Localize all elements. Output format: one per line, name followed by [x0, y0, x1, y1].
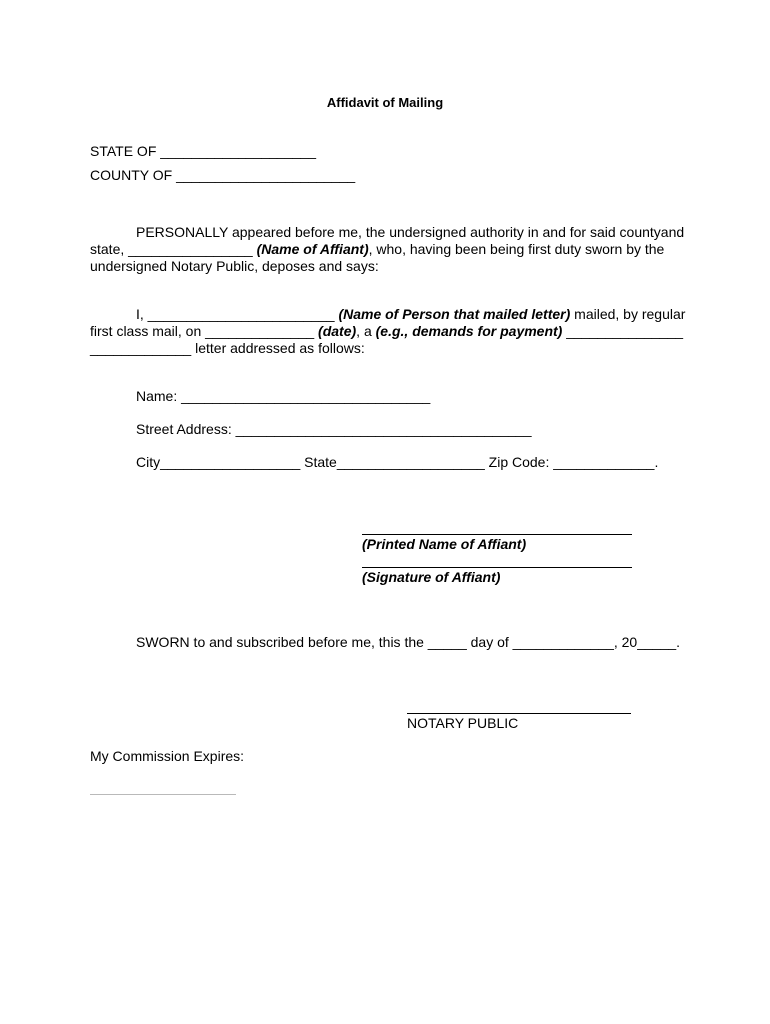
- name-of-mailer-label: (Name of Person that mailed letter): [338, 306, 571, 322]
- state-of-line: STATE OF ____________________: [90, 143, 316, 159]
- county-of-line: COUNTY OF _______________________: [90, 167, 356, 183]
- mailing-line-2-start: first class mail, on ______________: [90, 323, 319, 339]
- notary-signature-line: [407, 713, 631, 714]
- address-street-line: Street Address: ______________________________________: [136, 421, 532, 437]
- printed-name-of-affiant-label: (Printed Name of Affiant): [362, 536, 527, 552]
- mailing-line-1-end: mailed, by regular: [570, 306, 686, 322]
- mailing-line-3: _____________ letter addressed as follows:: [90, 340, 365, 356]
- sworn-statement: SWORN to and subscribed before me, this the _____ day of _____________, 20_____.: [136, 634, 681, 650]
- name-of-affiant-label: (Name of Affiant): [256, 241, 369, 257]
- commission-expires-label: My Commission Expires:: [90, 748, 245, 764]
- affiant-signature-line: [362, 567, 632, 568]
- address-name-line: Name: ________________________________: [136, 388, 431, 404]
- date-label: (date): [318, 323, 357, 339]
- printed-name-signature-line: [362, 534, 632, 535]
- mailing-line-1: [136, 306, 685, 323]
- mailing-line-2: [90, 323, 683, 340]
- personally-line-2: [90, 241, 664, 258]
- personally-line-2-end: , who, having been being first duty sworn by the: [368, 241, 665, 257]
- commission-expires-line: [90, 794, 236, 795]
- address-city-state-zip-line: City__________________ State___________________ Zip Code: _____________.: [136, 454, 659, 470]
- personally-line-2-start: state, ________________: [90, 241, 257, 257]
- document-title: Affidavit of Mailing: [326, 95, 444, 110]
- mailing-line-2-mid: , a: [356, 323, 376, 339]
- personally-line-1: PERSONALLY appeared before me, the undersigned authority in and for said countyand: [136, 224, 685, 240]
- signature-of-affiant-label: (Signature of Affiant): [362, 569, 501, 585]
- mailing-line-2-end: _______________: [562, 323, 684, 339]
- personally-line-3: undersigned Notary Public, deposes and says:: [90, 258, 379, 274]
- notary-public-label: NOTARY PUBLIC: [407, 715, 519, 731]
- mailing-line-1-start: I, ________________________: [136, 306, 339, 322]
- example-label: (e.g., demands for payment): [375, 323, 563, 339]
